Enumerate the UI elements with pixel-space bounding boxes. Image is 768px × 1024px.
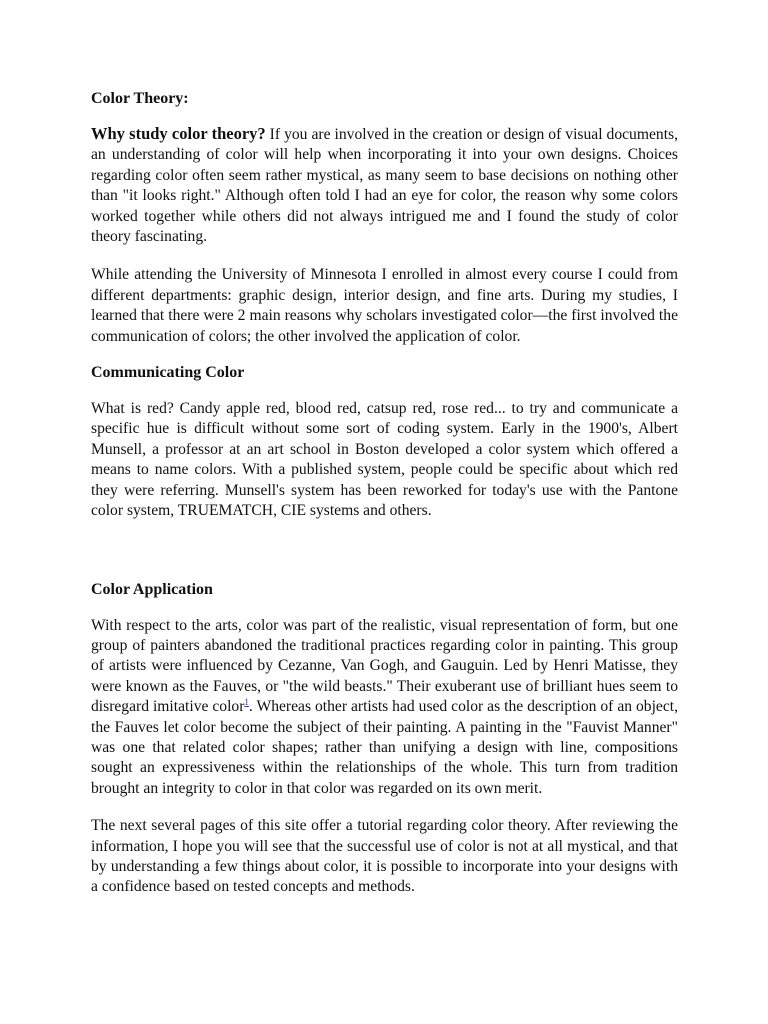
communicating-color-heading: Communicating Color <box>91 364 245 382</box>
closing-paragraph: The next several pages of this site offer a tutorial regarding color theory. After reviewing the information, I hope you will see that the successful use of color is not at all mystical, and that by understanding a few things about color, it is possible to incorporate into your designs with a confidence based on tested concepts and methods. <box>91 817 678 896</box>
color-application-text-end: . Whereas other artists had used color as the description of an object, the Fauves let color become the subject of their painting. A painting in the "Fauvist Manner" was one that related color shapes; rather than unifying a design with line, compositions sought an expressiveness within the relationships of the whole. This turn from tradition brought an integrity to color in that color was regarded on its own merit. <box>91 698 678 797</box>
communicating-color-paragraph: What is red? Candy apple red, blood red, catsup red, rose red... to try and communicate a specific hue is difficult without some sort of coding system. Early in the 1900's, Albert Munsell, a professor at an art school in Boston developed a color system which offered a means to name colors. With a published system, people could be specific about which red they were referring. Munsell's system has been reworked for today's use with the Pantone color system, TRUEMATCH, CIE systems and others. <box>91 400 678 520</box>
color-application-heading: Color Application <box>91 580 213 598</box>
page-title: Color Theory: <box>91 90 189 107</box>
color-application-text-start: With respect to the arts, color was part of the realistic, visual representation of form, but one group of painters abandoned the traditional practices regarding color in painting. This group of artists were influenced by Cezanne, Van Gogh, and Gauguin. Led by Henri Matisse, they were known as the Fauves, or "the wild beasts." Their exuberant use of brilliant hues seem to disregard imitative color <box>91 616 678 716</box>
intro-text: If you are involved in the creation or design of visual documents, an understanding of color will help when incorporating it into your own designs. Choices regarding color often seem rather mystical, as many seem to base decisions on nothing other than "it looks right." Although often told I had an eye for color, the reason why some colors worked together while others did not always intrigued me and I found the study of color theory fascinating. <box>91 126 678 246</box>
document-page <box>91 88 678 898</box>
intro-paragraph <box>91 124 678 247</box>
footnote-link[interactable]: 1 <box>244 696 249 707</box>
color-application-paragraph <box>91 616 678 800</box>
studies-paragraph: While attending the University of Minnesota I enrolled in almost every course I could from different departments: graphic design, interior design, and fine arts. During my studies, I learned that there were 2 main reasons why scholars investigated color—the first involved the communication of colors; the other involved the application of color. <box>91 266 678 345</box>
intro-lead: Why study color theory? <box>91 124 266 143</box>
